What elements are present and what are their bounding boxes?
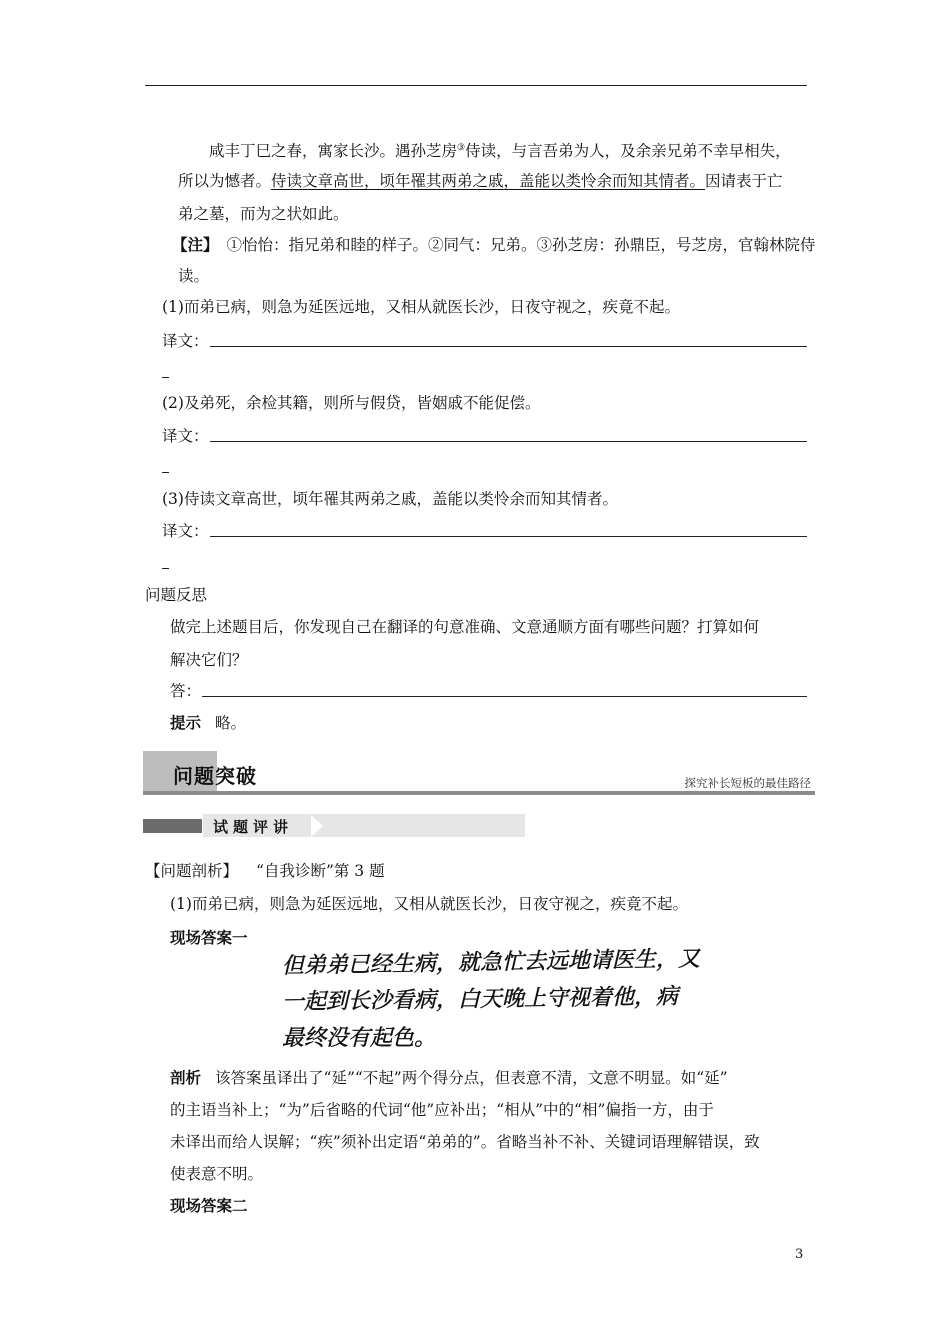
comment-line-1 — [170, 1068, 728, 1088]
comment-text: 该答案虽译出了“延”“不起”两个得分点，但表意不清，文意不明显。如“延” — [215, 1069, 728, 1087]
question-2: (2)及弟死，余检其籍，则所与假贷，皆姻戚不能促偿。 — [162, 394, 541, 412]
comment-line-2: 的主语当补上；“为”后省略的代词“他”应补出；“相从”中的“相”偏指一方，由于 — [170, 1101, 714, 1119]
passage-line-2 — [178, 171, 783, 191]
section-subtitle: 探究补长短板的最佳路径 — [684, 776, 811, 790]
passage-text: 侍读，与言吾弟为人，及余亲兄弟不幸早相失， — [465, 142, 791, 161]
comment-line-4: 使表意不明。 — [170, 1165, 264, 1183]
subsection-arrow-icon — [311, 815, 323, 837]
translation-label-3: 译文： — [162, 522, 209, 540]
hint-line — [170, 713, 246, 733]
passage-line-3 — [178, 204, 349, 224]
question-1: (1)而弟已病，则急为延医远地，又相从就医长沙，日夜守视之，疾竟不起。 — [162, 298, 680, 316]
continuation-dash-3 — [162, 568, 169, 569]
reflection-prompt-2: 解决它们？ — [170, 651, 248, 669]
annotation-line-1 — [172, 235, 816, 255]
translation-label-2: 译文： — [162, 427, 209, 445]
header-rule — [145, 85, 807, 86]
translation-blank-2[interactable] — [210, 441, 807, 442]
passage-text: 因请表于亡 — [705, 172, 783, 190]
handwriting-line-2: 一起到长沙看病，白天晚上守视着他，病 — [281, 984, 679, 1015]
subsection-banner-block — [143, 819, 202, 833]
reflection-prompt-1: 做完上述题目后，你发现自己在翻译的句意准确、文意通顺方面有哪些问题？打算如何 — [170, 618, 760, 636]
answer-two-label: 现场答案二 — [170, 1197, 248, 1215]
continuation-dash-1 — [162, 377, 169, 378]
subsection-banner — [143, 814, 525, 837]
passage-text: 弟之墓，而为之状如此。 — [178, 205, 349, 223]
subsection-title: 试题评讲 — [213, 818, 294, 836]
footnote-marker: ③ — [457, 143, 466, 153]
continuation-dash-2 — [162, 472, 169, 473]
passage-text: 所以为憾者。 — [178, 172, 272, 190]
handwriting-line-3: 最终没有起色。 — [282, 1026, 437, 1051]
analysis-header-ref: “自我诊断”第 3 题 — [256, 862, 385, 880]
answer-one-label: 现场答案一 — [170, 929, 248, 947]
hint-label: 提示 — [170, 714, 202, 732]
analysis-header-label: 【问题剖析】 — [145, 862, 239, 880]
analysis-header — [145, 861, 385, 881]
translation-blank-1[interactable] — [210, 346, 807, 347]
comment-line-3: 未译出而给人误解；“疾”须补出定语“弟弟的”。省略当补不补、关键词语理解错误，致 — [170, 1133, 760, 1151]
translation-label-1: 译文： — [162, 332, 209, 350]
question-3: (3)侍读文章高世，顷年罹其两弟之戚，盖能以类怜余而知其情者。 — [162, 490, 618, 508]
page-number: 3 — [795, 1247, 804, 1262]
annotation-text: 读。 — [178, 267, 210, 285]
analysis-question: (1)而弟已病，则急为延医远地，又相从就医长沙，日夜守视之，疾竟不起。 — [170, 895, 688, 913]
answer-label: 答： — [170, 682, 202, 700]
handwriting-line-1: 但弟弟已经生病，就急忙去远地请医生，又 — [281, 946, 701, 979]
underlined-sentence: 侍读文章高世，顷年罹其两弟之戚，盖能以类怜余而知其情者。 — [271, 172, 706, 190]
passage-text: 咸丰丁巳之春，寓家长沙。遇孙芝房 — [209, 142, 458, 161]
translation-blank-3[interactable] — [210, 536, 807, 537]
annotation-line-2 — [178, 266, 209, 286]
annotation-text: ①怡怡：指兄弟和睦的样子。②同气：兄弟。③孙芝房：孙鼎臣，号芝房，官翰林院侍 — [226, 236, 816, 254]
handwritten-answer-image — [280, 945, 720, 1055]
passage-line-1 — [209, 138, 791, 161]
answer-blank[interactable] — [202, 696, 807, 697]
hint-text: 略。 — [215, 714, 247, 732]
section-banner — [143, 751, 815, 797]
section-banner-bar — [143, 791, 815, 795]
reflection-title: 问题反思 — [145, 586, 208, 604]
section-title: 问题突破 — [173, 764, 257, 788]
annotation-label: 【注】 — [172, 236, 219, 254]
comment-label: 剖析 — [170, 1069, 202, 1087]
